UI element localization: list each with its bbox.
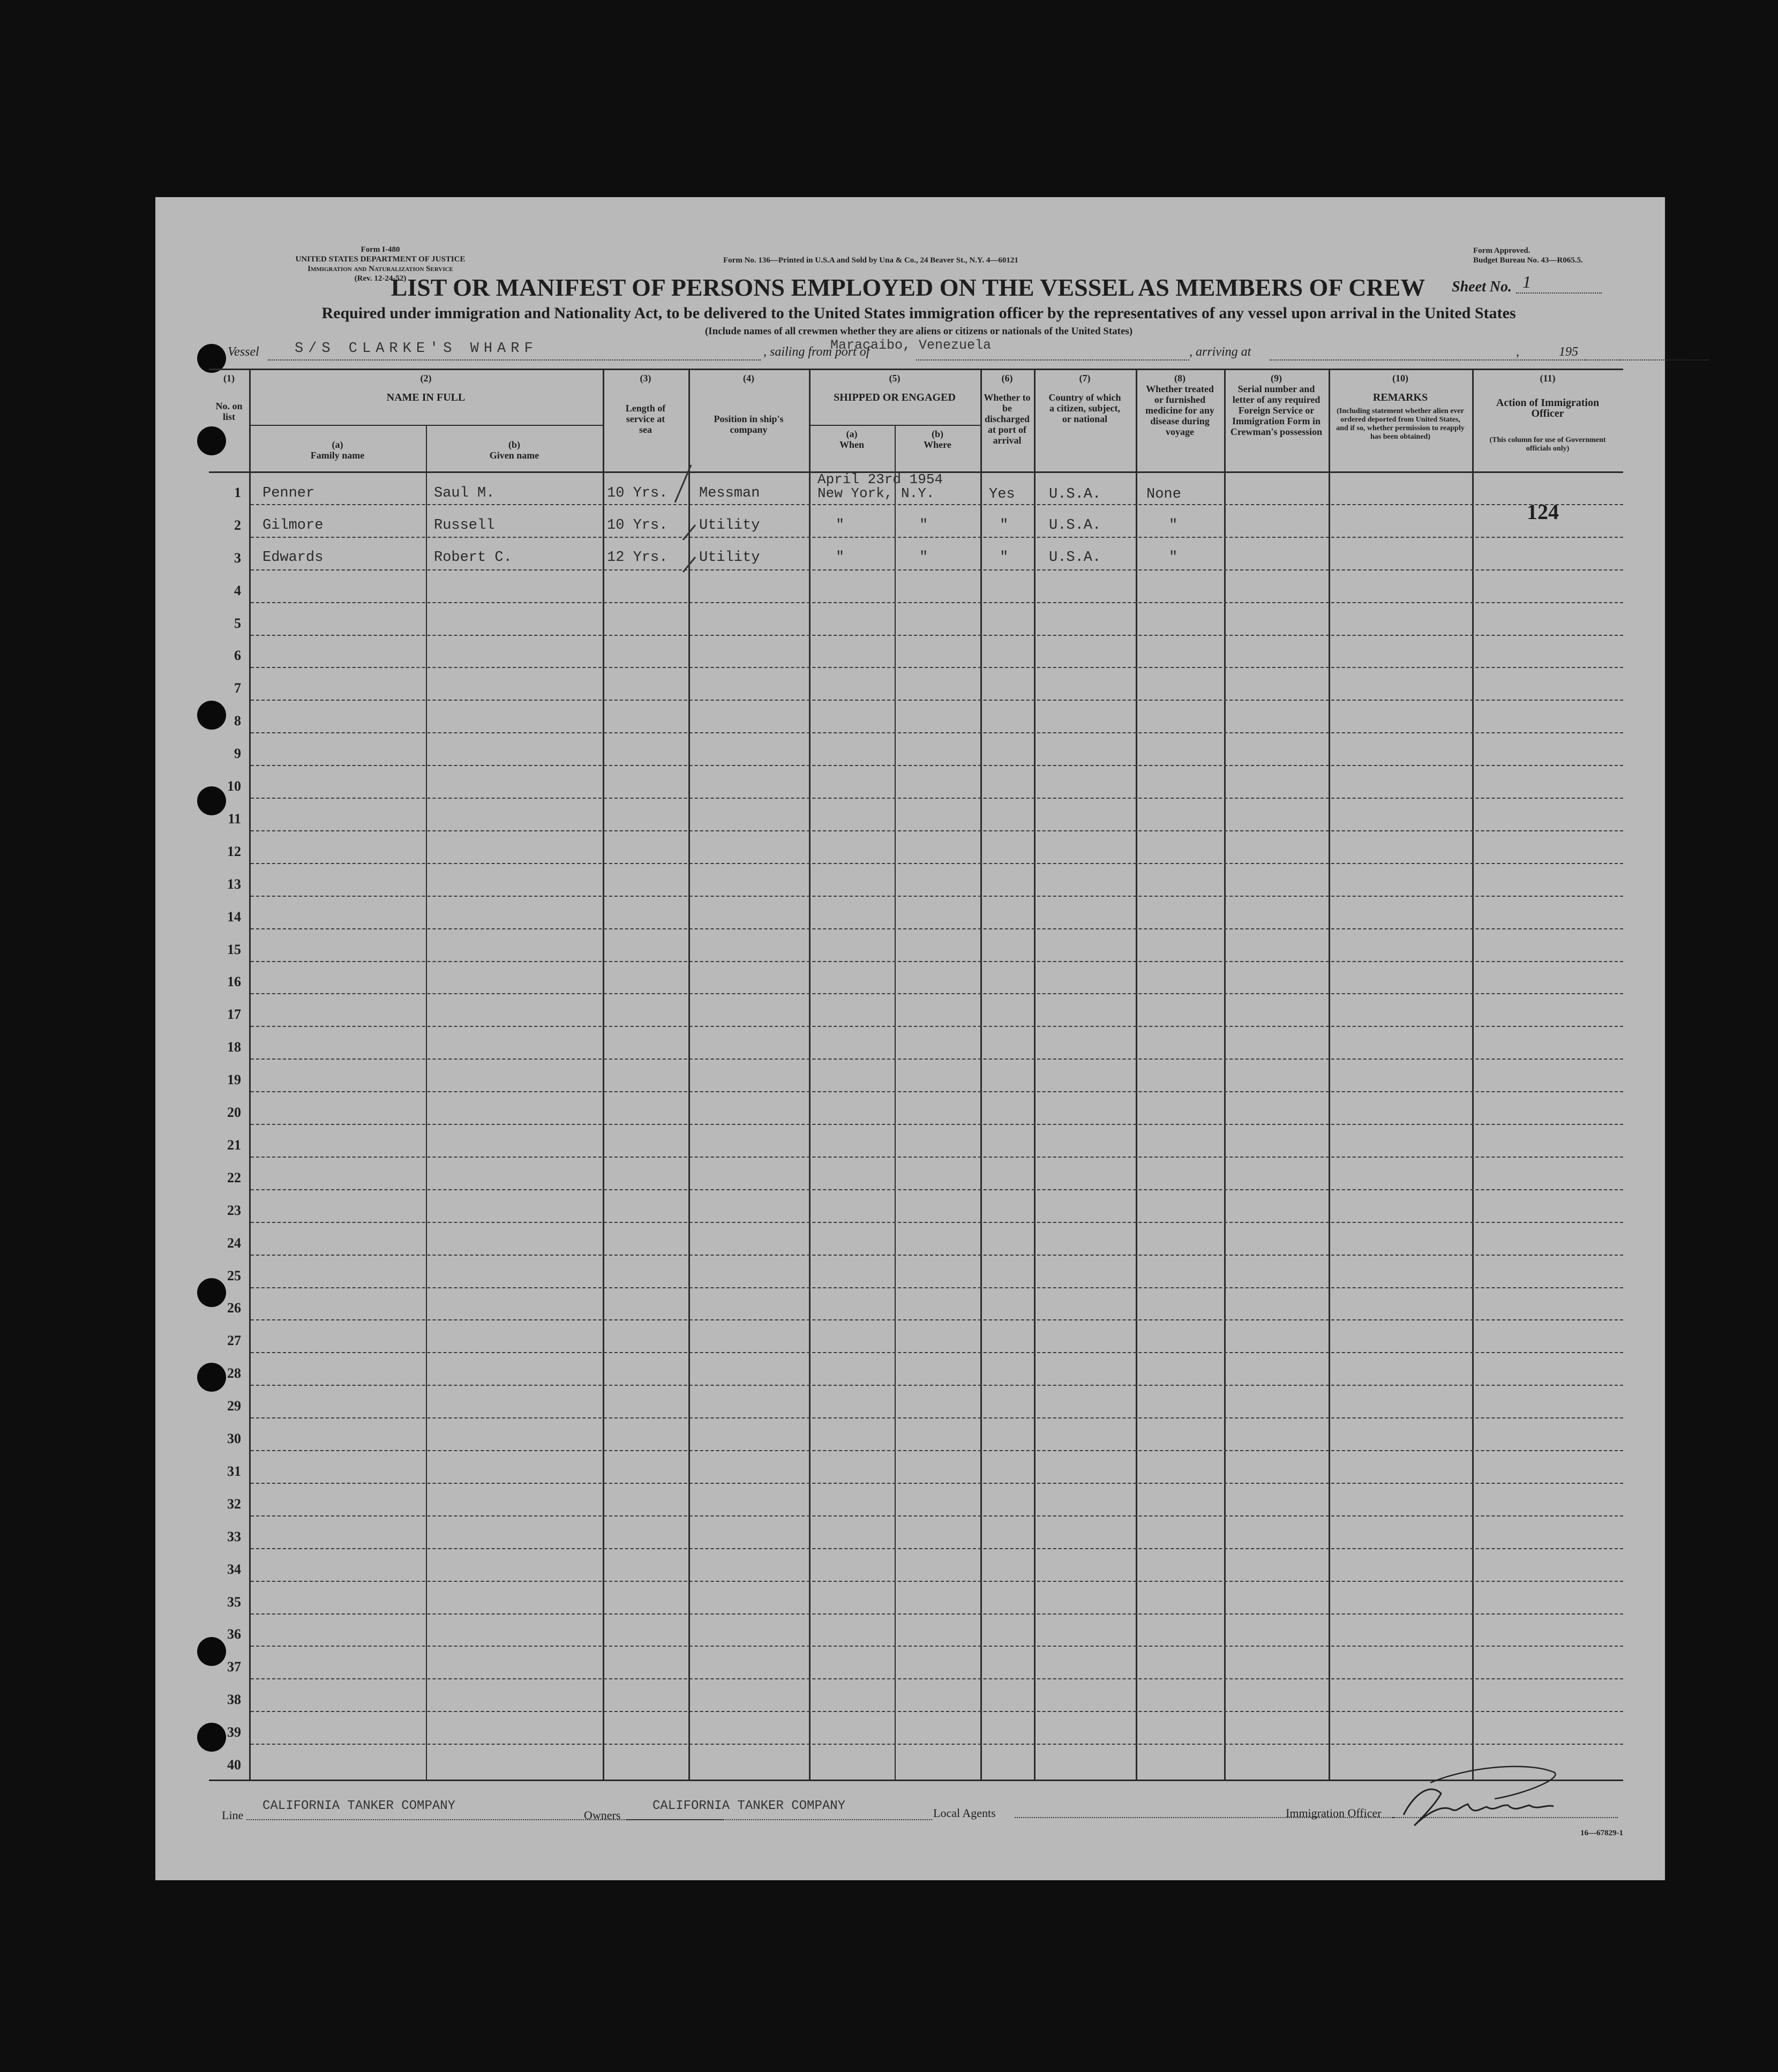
col2b-letter: (b): [508, 439, 520, 450]
row-number: 18: [227, 1039, 241, 1055]
row-number: 21: [227, 1137, 241, 1153]
row-dashed-line: [251, 765, 1623, 766]
column-divider: [426, 425, 427, 1780]
owners-label: Owners: [584, 1808, 621, 1822]
column-divider: [980, 369, 982, 1780]
sheet-number: 1: [1522, 272, 1531, 291]
line-value: CALIFORNIA TANKER COMPANY: [262, 1799, 456, 1813]
owners-value: CALIFORNIA TANKER COMPANY: [652, 1799, 846, 1813]
col4-header: Position in ship's company: [714, 414, 784, 435]
row-number: 7: [234, 680, 241, 696]
row-dashed-line: [251, 569, 1623, 570]
row-dashed-line: [251, 1222, 1623, 1223]
col9-number: (9): [1271, 373, 1282, 384]
arriving-line: [1270, 359, 1709, 361]
row-dashed-line: [251, 1352, 1623, 1353]
row-dashed-line: [251, 602, 1623, 603]
vessel-name: S/S CLARKE'S WHARF: [295, 341, 538, 357]
row-number: 16: [227, 974, 241, 990]
row-dashed-line: [251, 1058, 1623, 1060]
row-number: 30: [227, 1431, 241, 1446]
row-number: 33: [227, 1528, 241, 1544]
col3-header: Length of service at sea: [625, 403, 666, 435]
row-number: 27: [227, 1333, 241, 1349]
col2a-header: Family name: [310, 450, 365, 461]
row-dashed-line: [251, 667, 1623, 668]
row2-discharged: ": [1000, 517, 1009, 534]
table-top-border: [209, 369, 1623, 370]
row3-when: ": [836, 550, 845, 566]
row-dashed-line: [251, 1157, 1623, 1158]
row-number: 36: [227, 1626, 241, 1642]
row-dashed-line: [251, 537, 1623, 538]
row-number: 11: [228, 810, 241, 827]
row1-family: Penner: [262, 485, 315, 501]
column-divider: [1224, 369, 1226, 1780]
row-number: 2: [234, 517, 241, 533]
row2-length: 10 Yrs.: [607, 517, 668, 534]
col8-header: Whether treated or furnished medicine for any disease during voyage: [1145, 384, 1214, 437]
row1-medicine: None: [1146, 486, 1181, 502]
row2-when: ": [836, 517, 845, 534]
row-number: 14: [227, 909, 241, 925]
sheet-label: Sheet No.: [1452, 279, 1512, 295]
row-dashed-line: [251, 1548, 1623, 1549]
footer-code: 16—67829-1: [1580, 1829, 1623, 1837]
manifest-form: [155, 197, 1665, 1880]
budget-bureau: Budget Bureau No. 43—R065.5.: [1473, 256, 1583, 265]
col8-number: (8): [1174, 373, 1186, 384]
row-dashed-line: [251, 928, 1623, 929]
printer-line: Form No. 136—Printed in U.S.A and Sold by Una & Co., 24 Beaver St., N.Y. 4—60121: [723, 256, 1018, 265]
row1-length: 10 Yrs.: [607, 485, 668, 501]
row3-given: Robert C.: [434, 550, 512, 566]
row-dashed-line: [251, 1515, 1623, 1517]
row-number: 38: [227, 1692, 241, 1708]
col1-number: (1): [223, 373, 235, 384]
department: UNITED STATES DEPARTMENT OF JUSTICE: [295, 255, 466, 264]
col3-number: (3): [640, 373, 651, 384]
col9-header: Serial number and letter of any required Foreign Service or Immigration Form in Crewman's possession: [1230, 384, 1323, 437]
col5b-letter: (b): [932, 429, 943, 439]
col1-header: No. on list: [215, 401, 243, 422]
row-dashed-line: [251, 1678, 1623, 1679]
col2b-header: Given name: [489, 450, 539, 461]
row-dashed-line: [251, 1124, 1623, 1125]
column-divider: [1136, 369, 1137, 1780]
col5-header: SHIPPED OR ENGAGED: [834, 392, 956, 403]
row1-given: Saul M.: [434, 485, 495, 501]
row3-medicine: ": [1169, 550, 1178, 566]
row-number: 35: [227, 1594, 241, 1610]
column-divider: [603, 369, 604, 1780]
row-number: 20: [227, 1105, 241, 1120]
sheet-line: [1516, 292, 1602, 294]
col4-number: (4): [743, 373, 754, 384]
row-number: 1: [234, 484, 241, 500]
column-divider: [1034, 369, 1036, 1780]
col5b-header: Where: [924, 439, 951, 450]
punch-hole: [197, 426, 226, 455]
col10-header: REMARKS: [1372, 392, 1428, 403]
row-dashed-line: [251, 700, 1623, 701]
col2-header: NAME IN FULL: [386, 392, 466, 403]
row-number: 5: [234, 615, 241, 631]
year-line: [1585, 359, 1621, 361]
checkmark-marks: [659, 460, 712, 583]
row-dashed-line: [251, 1613, 1623, 1615]
row3-country: U.S.A.: [1049, 550, 1101, 566]
row3-family: Edwards: [262, 550, 324, 566]
row-number: 15: [227, 941, 241, 957]
column-divider: [895, 425, 896, 1780]
column-divider: [1472, 369, 1474, 1780]
row-dashed-line: [251, 1385, 1623, 1386]
row-dashed-line: [251, 1744, 1623, 1745]
sailing-label: , sailing from port of: [763, 345, 870, 359]
row-dashed-line: [251, 732, 1623, 733]
row-number: 22: [227, 1169, 241, 1185]
row-dashed-line: [251, 1483, 1623, 1484]
arriving-label: , arriving at: [1189, 345, 1251, 359]
row-dashed-line: [251, 1319, 1623, 1320]
row-number: 9: [234, 746, 241, 762]
row-dashed-line: [251, 1255, 1623, 1256]
col5a-letter: (a): [846, 429, 858, 439]
owners-underline: [627, 1819, 932, 1820]
row1-country: U.S.A.: [1049, 486, 1101, 502]
officer-signature: [1393, 1761, 1570, 1836]
row-dashed-line: [251, 1450, 1623, 1451]
row-number: 39: [227, 1724, 241, 1740]
row2-country: U.S.A.: [1049, 517, 1101, 534]
row-number: 13: [227, 876, 241, 892]
row-number: 17: [227, 1007, 241, 1023]
column-divider: [249, 369, 251, 1780]
officer-label: Immigration Officer: [1286, 1806, 1382, 1820]
row-number: 32: [227, 1496, 241, 1512]
revision: (Rev. 12-24-52): [354, 274, 407, 283]
row-dashed-line: [251, 1581, 1623, 1582]
col11-note: (This column for use of Government officials only): [1489, 436, 1606, 453]
row-number: 10: [227, 778, 241, 794]
row-dashed-line: [251, 1287, 1623, 1288]
row2-given: Russell: [434, 517, 495, 534]
row1-where: New York, N.Y.: [817, 485, 935, 501]
sailing-port: Maracaibo, Venezuela: [830, 337, 992, 353]
row-number: 40: [227, 1757, 241, 1773]
row-number: 34: [227, 1561, 241, 1577]
column-divider: [809, 369, 811, 1780]
year-comma: ,: [1516, 345, 1519, 359]
row3-where: ": [919, 550, 928, 566]
col11-header: Action of Immigration Officer: [1496, 397, 1600, 419]
row-dashed-line: [251, 1711, 1623, 1712]
row-dashed-line: [251, 961, 1623, 962]
service: Immigration and Naturalization Service: [307, 265, 453, 273]
row-dashed-line: [251, 993, 1623, 994]
form-approved: Form Approved.: [1473, 246, 1531, 255]
row-dashed-line: [251, 896, 1623, 897]
row-number: 37: [227, 1659, 241, 1675]
row1-position: Messman: [699, 485, 760, 501]
row-number: 6: [234, 648, 241, 664]
local-agents-label: Local Agents: [933, 1806, 996, 1820]
col7-header: Country of which a citizen, subject, or national: [1048, 392, 1121, 424]
row-number: 4: [234, 582, 241, 598]
row-number: 29: [227, 1398, 241, 1414]
row2-medicine: ": [1169, 517, 1178, 534]
row1-discharged: Yes: [989, 486, 1015, 502]
row-number: 23: [227, 1202, 241, 1218]
row-dashed-line: [251, 1189, 1623, 1190]
row2-position: Utility: [699, 517, 760, 534]
col6-header: Whether to be discharged at port of arrival: [984, 392, 1031, 446]
row3-position: Utility: [699, 550, 760, 566]
row-dashed-line: [251, 863, 1623, 864]
col5-number: (5): [889, 373, 901, 384]
col5a-header: When: [839, 439, 864, 450]
row3-length: 12 Yrs.: [607, 550, 668, 566]
col2-number: (2): [420, 373, 432, 384]
row-number: 3: [234, 550, 241, 566]
row-dashed-line: [251, 635, 1623, 636]
row-number: 31: [227, 1463, 241, 1479]
row-number: 8: [234, 713, 241, 729]
row-number: 26: [227, 1300, 241, 1316]
col10-number: (10): [1392, 373, 1408, 384]
row-dashed-line: [251, 1417, 1623, 1418]
row-number: 24: [227, 1235, 241, 1251]
col2a-letter: (a): [332, 439, 343, 450]
row2-official-number: 124: [1527, 500, 1559, 524]
row2-family: Gilmore: [262, 517, 324, 534]
row2-where: ": [919, 517, 928, 534]
column-divider: [1329, 369, 1330, 1780]
row-number: 28: [227, 1365, 241, 1382]
row-number: 25: [227, 1267, 241, 1283]
row-dashed-line: [251, 830, 1623, 831]
row-dashed-line: [251, 1026, 1623, 1027]
form-number: Form I-480: [361, 245, 400, 254]
port-line: [916, 359, 1189, 361]
row3-discharged: ": [1000, 550, 1009, 566]
row1-when: April 23rd 1954: [817, 471, 943, 487]
row-dashed-line: [251, 798, 1623, 799]
row-dashed-line: [251, 1091, 1623, 1092]
form-subtitle: Required under immigration and Nationality Act, to be delivered to the United States immigration officer by the representatives of any vessel upon arrival in the United States: [321, 304, 1516, 322]
include-note: (Include names of all crewmen whether they are aliens or citizens or nationals of the United States): [704, 326, 1133, 337]
col10-note: (Including statement whether alien ever ordered deported from United States, and if so, whether permission to reapply has been obtained): [1336, 407, 1465, 441]
form-title: LIST OR MANIFEST OF PERSONS EMPLOYED ON THE VESSEL AS MEMBERS OF CREW: [391, 274, 1426, 301]
row-number: 19: [227, 1072, 241, 1088]
row-dashed-line: [251, 1646, 1623, 1647]
col7-number: (7): [1079, 373, 1091, 384]
col6-number: (6): [1001, 373, 1013, 384]
vessel-line: [268, 359, 761, 361]
row-dashed-line: [251, 504, 1623, 505]
row-number: 12: [227, 843, 241, 859]
vessel-label: Vessel: [228, 345, 259, 359]
year-label: 195: [1559, 345, 1578, 359]
line-label: Line: [222, 1808, 244, 1822]
col11-number: (11): [1540, 373, 1556, 384]
